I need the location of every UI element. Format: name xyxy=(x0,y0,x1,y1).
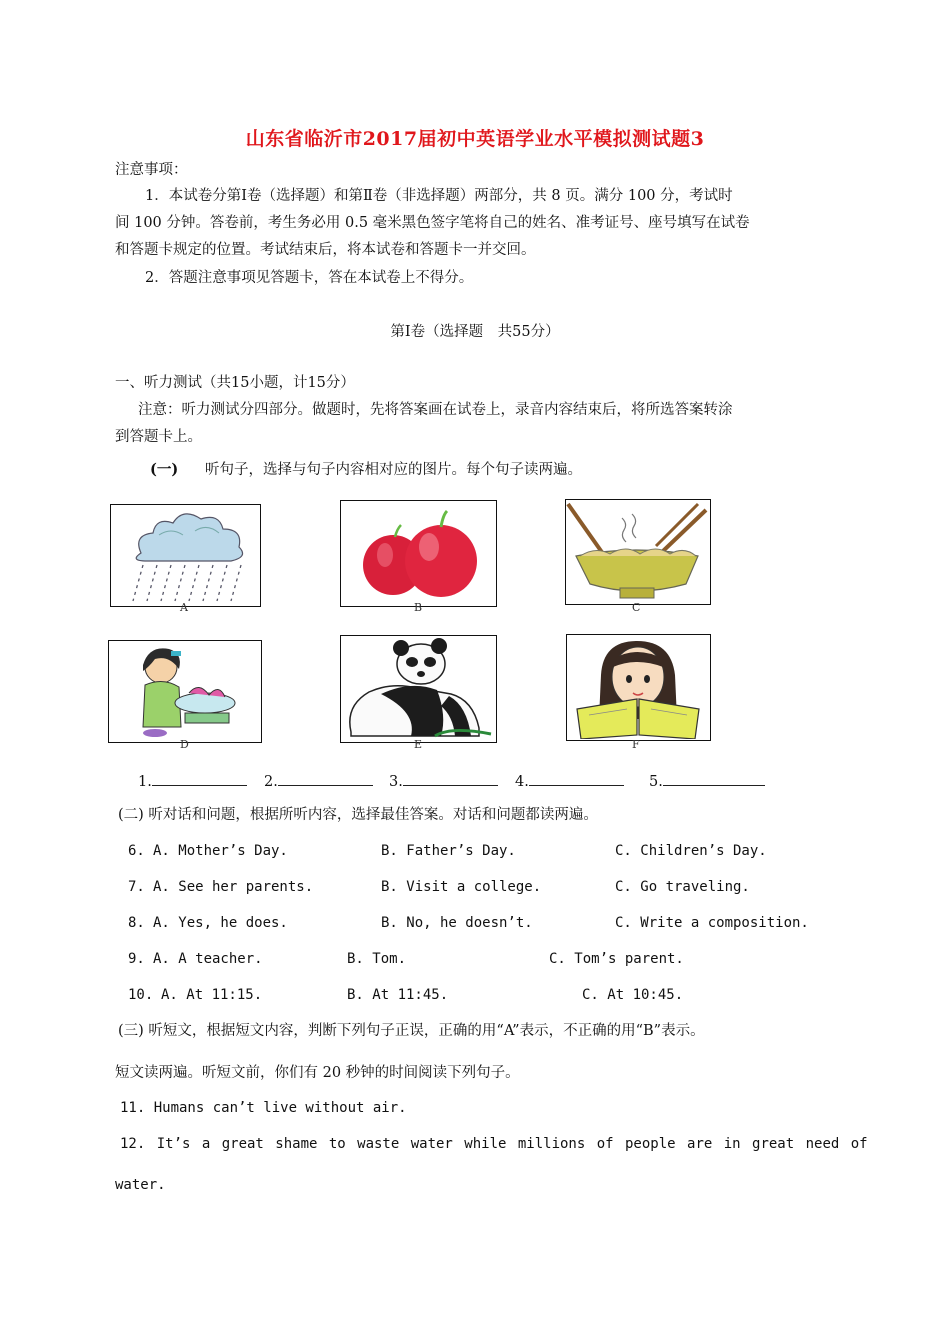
question-8-option-b[interactable]: B. No, he doesn’t. xyxy=(381,915,533,931)
question-6-option-c[interactable]: C. Children’s Day. xyxy=(615,843,767,859)
answer-blank-3[interactable] xyxy=(389,771,498,792)
picture-a xyxy=(110,504,261,607)
answer-blank-2[interactable] xyxy=(264,771,373,792)
notice-item-1-line-3: 和答题卡规定的位置。考试结束后，将本试卷和答题卡一并交回。 xyxy=(115,242,536,258)
question-9-option-a[interactable]: A. A teacher. xyxy=(153,951,263,967)
question-12-line-1: 12. It’s a great shame to waste water while millions of people are in great need of xyxy=(120,1136,868,1152)
sub-section-2-text: (二) 听对话和问题，根据所听内容，选择最佳答案。对话和问题都读两遍。 xyxy=(118,807,598,823)
picture-a-label: A xyxy=(180,601,188,614)
answer-blank-5[interactable] xyxy=(649,771,765,792)
question-9-option-b[interactable]: B. Tom. xyxy=(347,951,407,967)
picture-e-label: E xyxy=(414,738,423,751)
blank-2-number: 2. xyxy=(264,774,278,790)
question-10-option-a[interactable]: A. At 11:15. xyxy=(161,987,263,1003)
rain-cloud-icon xyxy=(111,505,259,605)
sub-section-1-number: (一) xyxy=(150,461,179,478)
panda-icon xyxy=(341,636,495,741)
girl-reading-icon xyxy=(567,635,709,739)
noodles-icon xyxy=(566,500,709,603)
question-11: 11. Humans can’t live without air. xyxy=(120,1100,407,1116)
picture-c xyxy=(565,499,711,605)
picture-c-label: C xyxy=(632,601,641,614)
question-6-option-a[interactable]: A. Mother’s Day. xyxy=(153,843,288,859)
answer-blank-4[interactable] xyxy=(515,771,624,792)
picture-b xyxy=(340,500,497,607)
question-7-option-c[interactable]: C. Go traveling. xyxy=(615,879,750,895)
sub-section-1-text: 听句子，选择与句子内容相对应的图片。每个句子读两遍。 xyxy=(205,462,582,478)
question-7-number: 7. xyxy=(128,879,145,895)
question-7-option-a[interactable]: A. See her parents. xyxy=(153,879,314,895)
question-6-number: 6. xyxy=(128,843,145,859)
apples-icon xyxy=(341,501,495,605)
picture-f xyxy=(566,634,711,741)
question-8-option-c[interactable]: C. Write a composition. xyxy=(615,915,809,931)
blank-5-number: 5. xyxy=(649,774,663,790)
section-1-note-line-1: 注意：听力测试分四部分。做题时，先将答案画在试卷上，录音内容结束后，将所选答案转涂 xyxy=(138,402,733,418)
question-12-line-2: water. xyxy=(115,1177,166,1193)
picture-b-label: B xyxy=(414,601,423,614)
answer-blank-1[interactable] xyxy=(138,771,247,792)
sub-section-3-line-2: 短文读两遍。听短文前，你们有 20 秒钟的时间阅读下列句子。 xyxy=(115,1065,520,1081)
notice-item-1-line-2: 间 100 分钟。答卷前，考生务必用 0.5 毫米黑色签字笔将自己的姓名、准考证号、座号填写在试卷 xyxy=(115,215,750,231)
question-9-number: 9. xyxy=(128,951,145,967)
question-7-option-b[interactable]: B. Visit a college. xyxy=(381,879,542,895)
girl-washing-icon xyxy=(109,641,260,741)
sub-section-3-line-1: (三) 听短文，根据短文内容，判断下列句子正误，正确的用“A”表示，不正确的用“B”表示。 xyxy=(118,1023,705,1039)
question-8-number: 8. xyxy=(128,915,145,931)
question-10-option-c[interactable]: C. At 10:45. xyxy=(582,987,684,1003)
notice-heading: 注意事项： xyxy=(115,162,188,178)
section-1-note-line-2: 到答题卡上。 xyxy=(115,429,202,445)
page-title: 山东省临沂市2017届初中英语学业水平模拟测试题3 xyxy=(245,128,705,150)
blank-3-number: 3. xyxy=(389,774,403,790)
picture-d xyxy=(108,640,262,743)
notice-item-1-line-1: 1．本试卷分第Ⅰ卷（选择题）和第Ⅱ卷（非选择题）两部分，共 8 页。满分 100 分，考试时 xyxy=(145,188,733,204)
blank-4-number: 4. xyxy=(515,774,529,790)
section-1-title: 一、听力测试（共15小题，计15分） xyxy=(115,375,355,391)
picture-e xyxy=(340,635,497,743)
picture-d-label: D xyxy=(180,738,189,751)
question-8-option-a[interactable]: A. Yes, he does. xyxy=(153,915,288,931)
question-10-option-b[interactable]: B. At 11:45. xyxy=(347,987,449,1003)
blank-1-number: 1. xyxy=(138,774,152,790)
part-1-title: 第Ⅰ卷（选择题 共55分） xyxy=(390,324,560,340)
notice-item-2: 2．答题注意事项见答题卡，答在本试卷上不得分。 xyxy=(145,270,474,286)
question-6-option-b[interactable]: B. Father’s Day. xyxy=(381,843,516,859)
question-10-number: 10. xyxy=(128,987,154,1003)
picture-f-label: F xyxy=(632,738,640,751)
question-9-option-c[interactable]: C. Tom’s parent. xyxy=(549,951,684,967)
